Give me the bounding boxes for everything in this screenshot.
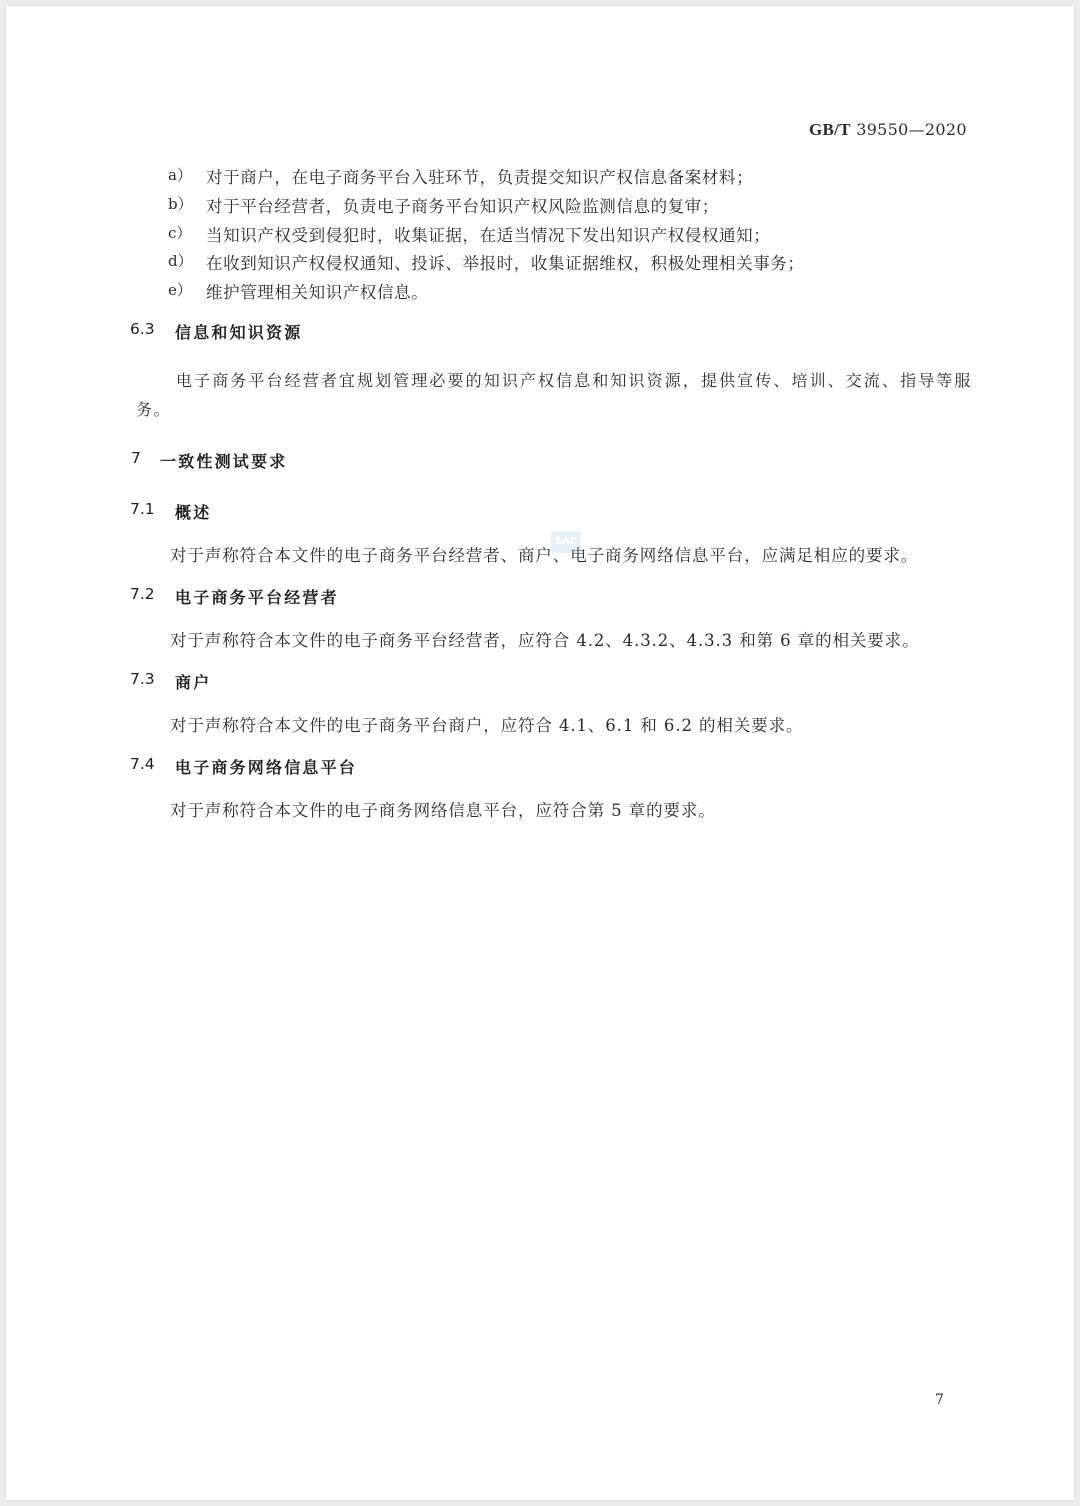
- list-item-b-text: 对于平台经营者，负责电子商务平台知识产权风险监测信息的复审；: [206, 197, 719, 216]
- chapter-7-number: 7: [131, 449, 141, 467]
- section-7-1-title: 概述: [175, 503, 212, 522]
- section-6-3-paragraph: 电子商务平台经营者宜规划管理必要的知识产权信息和知识资源，提供宣传、培训、交流、指导等服务。: [136, 371, 972, 419]
- list-item-b-marker: b）: [168, 195, 193, 213]
- sac-watermark-logo: SAC: [551, 531, 581, 553]
- section-7-2-number: 7.2: [130, 585, 155, 603]
- list-item-d-text: 在收到知识产权侵权通知、投诉、举报时，收集证据维权，积极处理相关事务；: [206, 254, 805, 273]
- section-7-2-title: 电子商务平台经营者: [175, 588, 339, 607]
- list-item-c-marker: c）: [168, 224, 192, 242]
- document-page: [6, 6, 1074, 1500]
- list-item-a-text: 对于商户，在电子商务平台入驻环节，负责提交知识产权信息备案材料；: [206, 168, 754, 187]
- section-6-3-number: 6.3: [130, 320, 155, 338]
- list-item-e-marker: e）: [168, 281, 192, 299]
- list-item-e-text: 维护管理相关知识产权信息。: [206, 283, 429, 302]
- section-7-3-title: 商户: [175, 673, 212, 692]
- section-7-3-paragraph: 对于声称符合本文件的电子商务平台商户，应符合 4.1、6.1 和 6.2 的相关要求。: [170, 716, 804, 735]
- standard-prefix: GB/T: [809, 120, 851, 139]
- section-7-1-paragraph: 对于声称符合本文件的电子商务平台经营者、商户、电子商务网络信息平台，应满足相应的要求。: [170, 546, 919, 565]
- list-item-d-marker: d）: [168, 252, 193, 270]
- section-7-4-title: 电子商务网络信息平台: [175, 758, 358, 777]
- section-7-4-number: 7.4: [130, 755, 155, 773]
- section-7-2-paragraph: 对于声称符合本文件的电子商务平台经营者，应符合 4.2、4.3.2、4.3.3 和第 6 章的相关要求。: [170, 631, 920, 650]
- list-item-a-marker: a）: [168, 166, 192, 184]
- section-7-4-paragraph: 对于声称符合本文件的电子商务网络信息平台，应符合第 5 章的要求。: [170, 801, 716, 820]
- standard-number: 39550—2020: [856, 120, 967, 139]
- standard-code: [809, 120, 967, 140]
- section-6-3-title: 信息和知识资源: [175, 323, 303, 342]
- section-7-1-number: 7.1: [130, 500, 155, 518]
- list-item-c-text: 当知识产权受到侵犯时，收集证据，在适当情况下发出知识产权侵权通知；: [206, 226, 771, 245]
- chapter-7-title: 一致性测试要求: [160, 452, 288, 471]
- section-7-3-number: 7.3: [130, 670, 155, 688]
- page-number: 7: [935, 1392, 944, 1408]
